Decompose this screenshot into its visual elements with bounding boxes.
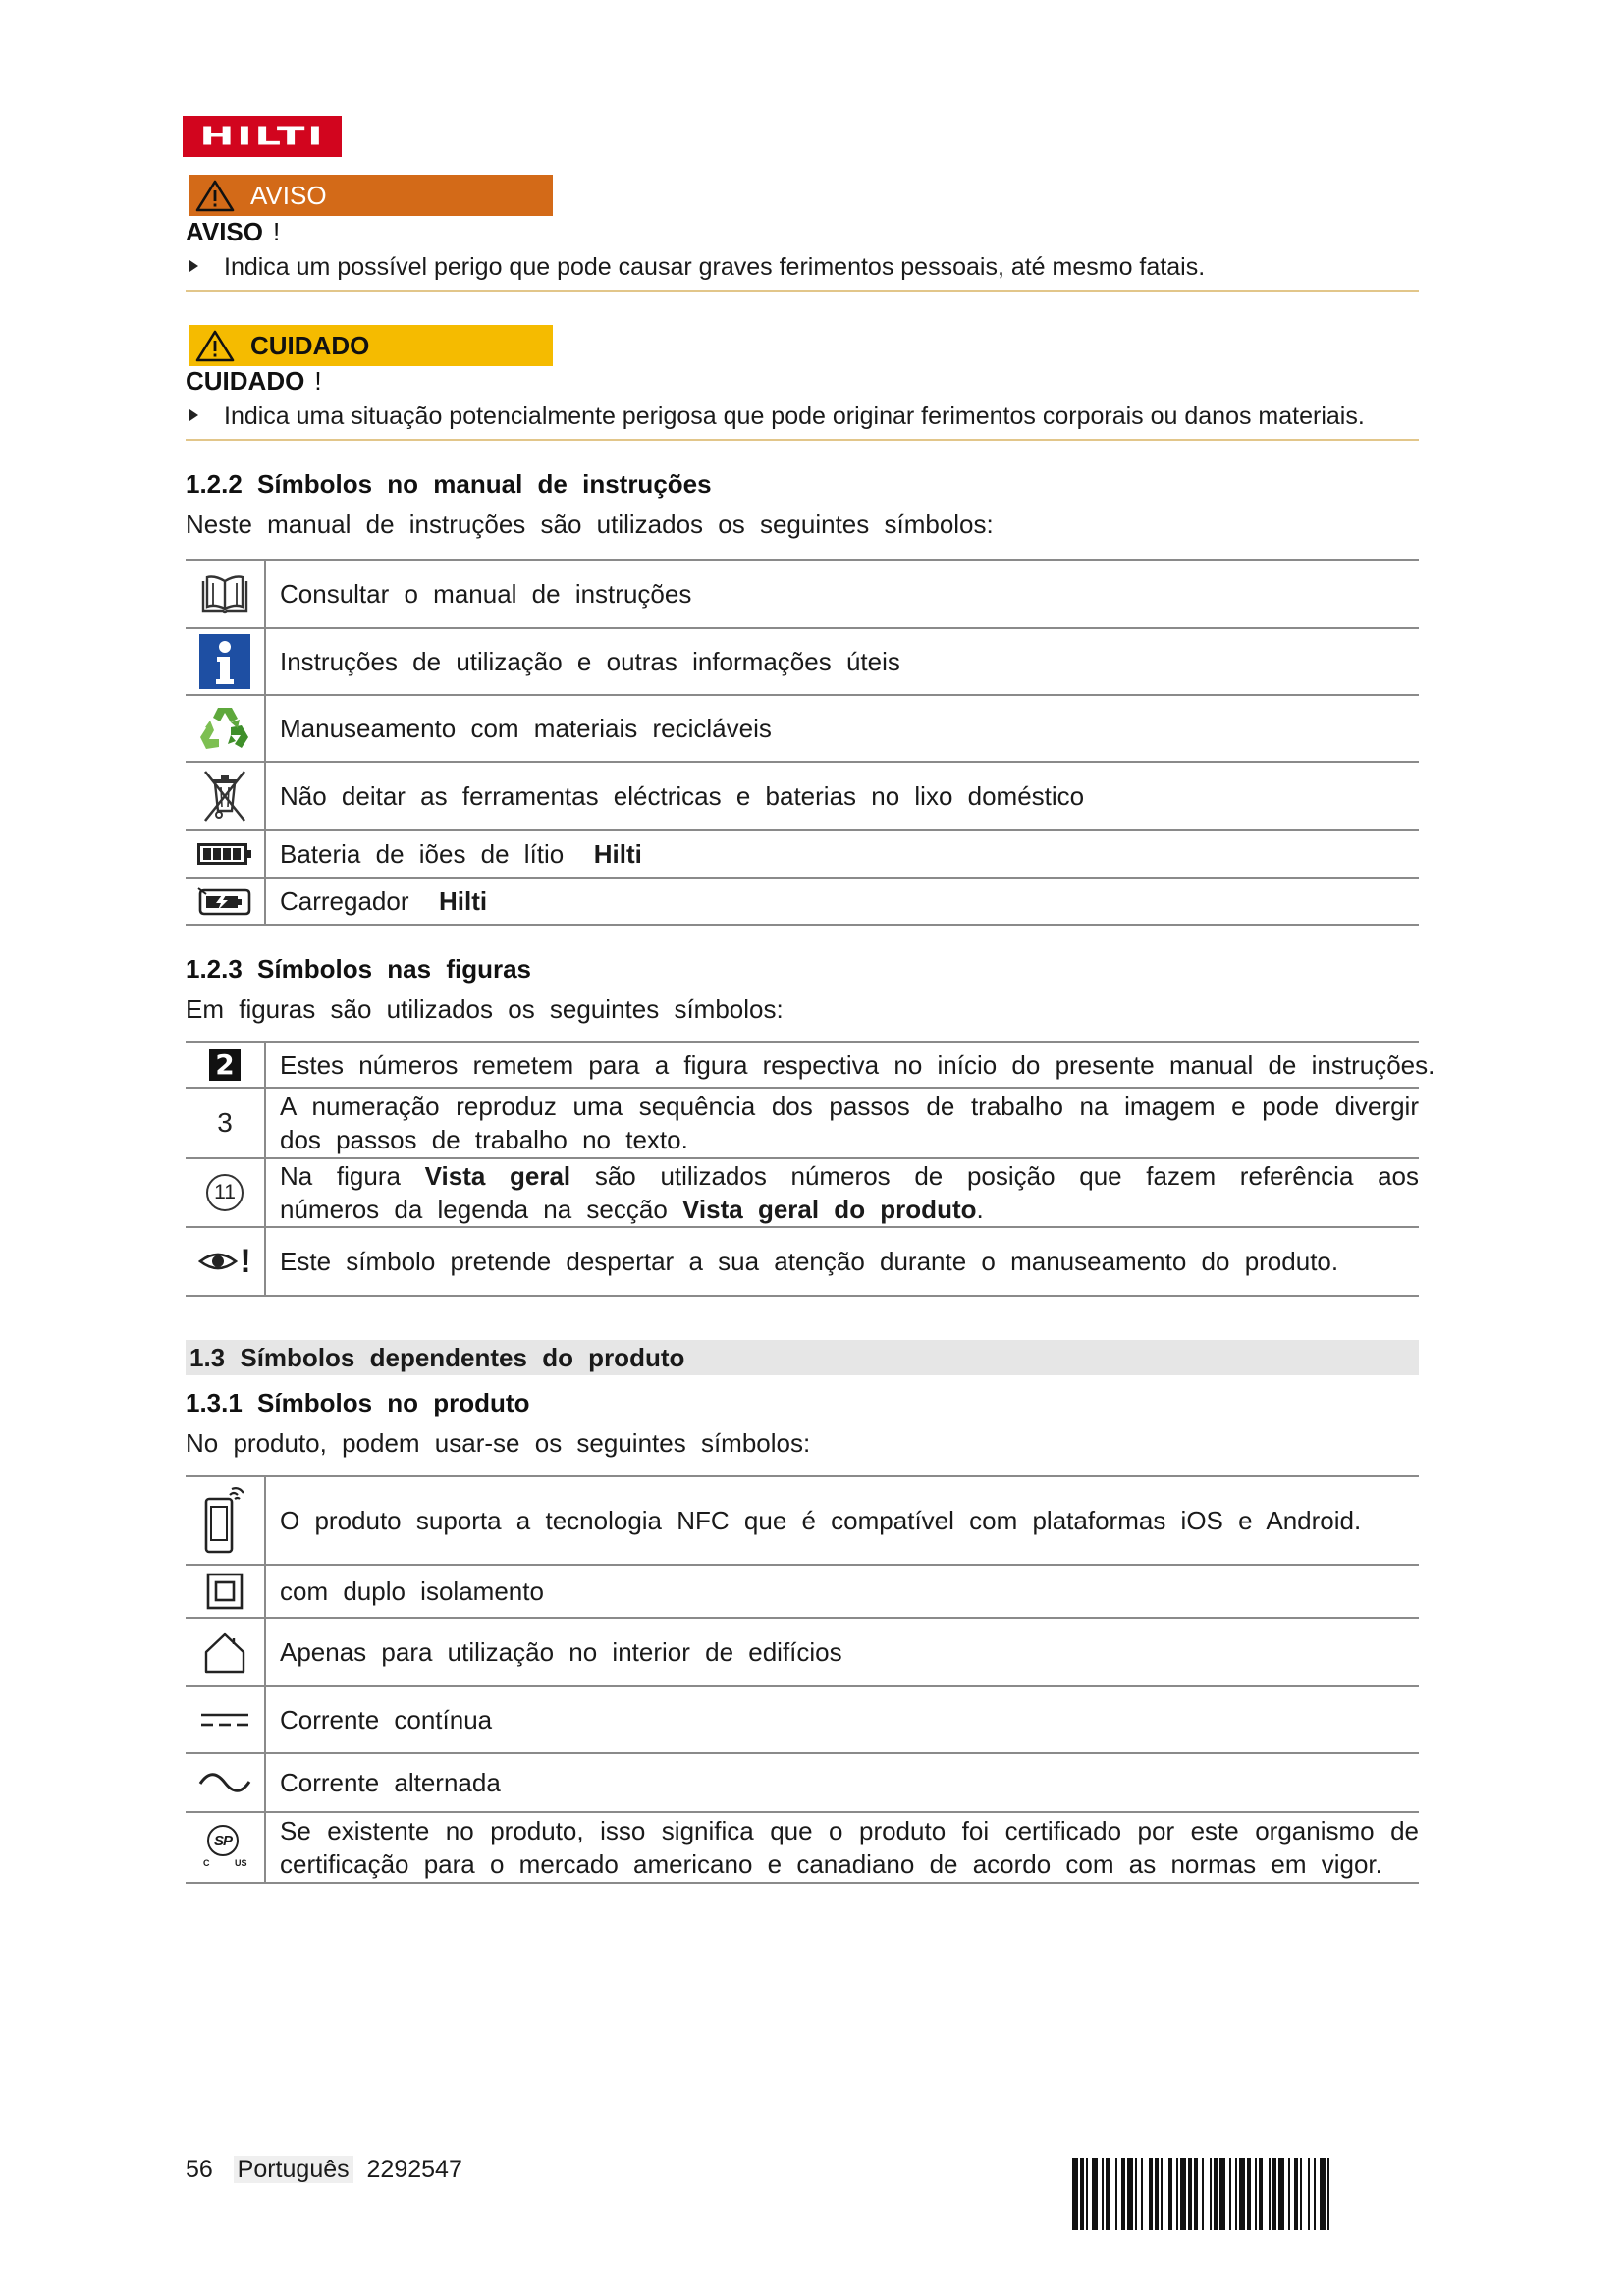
warning-triangle-icon: [195, 179, 235, 212]
step-number-icon: 3: [217, 1107, 233, 1138]
logo-text: HILTI: [199, 121, 325, 151]
table-cell-text: Corrente alternada: [280, 1768, 501, 1797]
aviso-header-label: AVISO: [250, 180, 327, 210]
table-cell-text: Bateria de iões de lítio Hilti: [280, 839, 642, 869]
table-cell-text: A numeração reproduz uma sequência dos passos de trabalho na imagem e pode divergir dos passos de trabalho no texto.: [280, 1092, 1419, 1154]
table-row: [186, 1687, 1419, 1754]
table-row: [186, 1159, 1419, 1228]
manual-symbols-table: [186, 559, 1419, 926]
cuidado-title: CUIDADO !: [186, 366, 322, 396]
table-row: [186, 879, 1419, 926]
barcode-bar: [1106, 2158, 1110, 2230]
recycle-icon: [198, 702, 251, 755]
table-row: [186, 561, 1419, 629]
barcode-bar: [1239, 2158, 1245, 2230]
table-row: [186, 629, 1419, 696]
barcode-bar: [1121, 2158, 1125, 2230]
barcode-bar: [1210, 2158, 1212, 2230]
section-13-bar: 1.3 Símbolos dependentes do produto: [186, 1340, 1419, 1375]
barcode-bar: [1115, 2158, 1117, 2230]
table-cell-text: Consultar o manual de instruções: [280, 579, 692, 609]
table-cell-text: Se existente no produto, isso significa que o produto foi certificado por este organismo de certificação para o mercado americano e canadiano de acordo com as normas em vigor.: [280, 1816, 1419, 1879]
table-row: [186, 1228, 1419, 1297]
barcode-bar: [1294, 2158, 1298, 2230]
barcode-icon: [1072, 2158, 1406, 2230]
barcode-bar: [1288, 2158, 1290, 2230]
barcode-bar: [1300, 2158, 1302, 2230]
barcode-bar: [1188, 2158, 1192, 2230]
table-row: [186, 1566, 1419, 1619]
barcode-bar: [1269, 2158, 1271, 2230]
table-cell-text: Não deitar as ferramentas eléctricas e baterias no lixo doméstico: [280, 781, 1085, 811]
barcode-bar: [1202, 2158, 1204, 2230]
product-symbols-table: [186, 1475, 1419, 1884]
table-cell-text: Manuseamento com materiais recicláveis: [280, 714, 772, 743]
barcode-bar: [1314, 2158, 1316, 2230]
cuidado-description: Indica uma situação potencialmente perigosa que pode originar ferimentos corporais ou danos materiais.: [186, 402, 1419, 441]
barcode-bar: [1155, 2158, 1159, 2230]
table-row: [186, 1619, 1419, 1687]
document-number: 2292547: [366, 2156, 462, 2183]
table-cell-text: Este símbolo pretende despertar a sua atenção durante o manuseamento do produto.: [280, 1247, 1339, 1276]
table-cell-text: com duplo isolamento: [280, 1576, 544, 1606]
table-row: [186, 1043, 1435, 1089]
section-123-intro: Em figuras são utilizados os seguintes símbolos:: [186, 994, 784, 1024]
barcode-bar: [1327, 2158, 1329, 2230]
barcode-bar: [1086, 2158, 1088, 2230]
figure-symbols-table: [186, 1041, 1435, 1297]
barcode-bar: [1176, 2158, 1178, 2230]
section-123-heading: 1.2.3 Símbolos nas figuras: [186, 954, 531, 984]
aviso-title: AVISO !: [186, 217, 281, 246]
barcode-bar: [1194, 2158, 1198, 2230]
barcode-bar: [1320, 2158, 1326, 2230]
table-row: [186, 1089, 1419, 1159]
figure-number-icon: 2: [209, 1049, 241, 1081]
barcode-bar: [1141, 2158, 1143, 2230]
barcode-bar: [1214, 2158, 1218, 2230]
position-number-icon: 11: [206, 1174, 244, 1211]
double-insulation-icon: [206, 1573, 244, 1610]
barcode-bar: [1127, 2158, 1133, 2230]
barcode-bar: [1161, 2158, 1163, 2230]
aviso-description: Indica um possível perigo que pode causar graves ferimentos pessoais, até mesmo fatais.: [186, 253, 1419, 292]
table-cell-text: Carregador Hilti: [280, 886, 488, 916]
bullet-triangle-icon: [189, 409, 198, 421]
table-cell-text: Corrente contínua: [280, 1705, 493, 1735]
eye-attention-icon: !: [198, 1245, 250, 1278]
alternating-current-icon: [197, 1770, 252, 1795]
barcode-bar: [1255, 2158, 1257, 2230]
bullet-triangle-icon: [189, 260, 198, 272]
barcode-bar: [1272, 2158, 1276, 2230]
table-cell-text: Na figura Vista geral são utilizados números de posição que fazem referência aos números da legenda na secção Vista geral do produto.: [280, 1161, 1420, 1224]
table-cell-text: Instruções de utilização e outras informações úteis: [280, 647, 900, 676]
barcode-bar: [1308, 2158, 1310, 2230]
csa-certification-icon: SP C US: [201, 1825, 248, 1870]
section-122-heading: 1.2.2 Símbolos no manual de instruções: [186, 469, 712, 499]
cuidado-header-label: CUIDADO: [250, 330, 370, 360]
table-row: [186, 831, 1419, 879]
table-cell-text: Apenas para utilização no interior de edifícios: [280, 1637, 842, 1667]
barcode-bar: [1247, 2158, 1251, 2230]
section-122-intro: Neste manual de instruções são utilizados os seguintes símbolos:: [186, 509, 994, 539]
brand-name: Hilti: [438, 886, 488, 916]
barcode-bar: [1278, 2158, 1284, 2230]
barcode-bar: [1235, 2158, 1237, 2230]
barcode-bar: [1229, 2158, 1231, 2230]
battery-icon: [197, 843, 252, 865]
manual-book-icon: [199, 573, 250, 614]
table-row: [186, 696, 1419, 763]
barcode-bar: [1180, 2158, 1186, 2230]
charger-icon: [196, 886, 253, 916]
barcode-bar: [1102, 2158, 1104, 2230]
barcode-bar: [1092, 2158, 1098, 2230]
page-footer: [186, 2156, 462, 2184]
info-icon: [199, 634, 250, 689]
table-row: [186, 1754, 1419, 1813]
page-number: 56: [186, 2156, 213, 2183]
barcode-bar: [1168, 2158, 1172, 2230]
table-row: [186, 1477, 1419, 1566]
crossed-bin-icon: [199, 768, 250, 825]
aviso-signal-header: [189, 175, 553, 216]
barcode-bar: [1219, 2158, 1225, 2230]
footer-language: Português: [234, 2156, 353, 2183]
table-row: [186, 763, 1419, 831]
section-131-intro: No produto, podem usar-se os seguintes símbolos:: [186, 1428, 811, 1458]
table-cell-text: O produto suporta a tecnologia NFC que é compatível com plataformas iOS e Android.: [280, 1506, 1362, 1535]
barcode-bar: [1259, 2158, 1263, 2230]
indoor-house-icon: [202, 1630, 247, 1674]
table-cell-text: Estes números remetem para a figura respectiva no início do presente manual de instruções.: [280, 1050, 1435, 1080]
brand-name: Hilti: [593, 839, 642, 869]
nfc-phone-icon: [200, 1485, 249, 1556]
barcode-bar: [1149, 2158, 1153, 2230]
barcode-bar: [1072, 2158, 1078, 2230]
barcode-bar: [1080, 2158, 1084, 2230]
cuidado-signal-header: [189, 325, 553, 366]
direct-current-icon: [199, 1710, 250, 1730]
table-row: [186, 1813, 1419, 1884]
barcode-bar: [1135, 2158, 1137, 2230]
hilti-logo: [183, 116, 342, 157]
section-131-heading: 1.3.1 Símbolos no produto: [186, 1388, 530, 1417]
warning-triangle-icon: [195, 329, 235, 362]
